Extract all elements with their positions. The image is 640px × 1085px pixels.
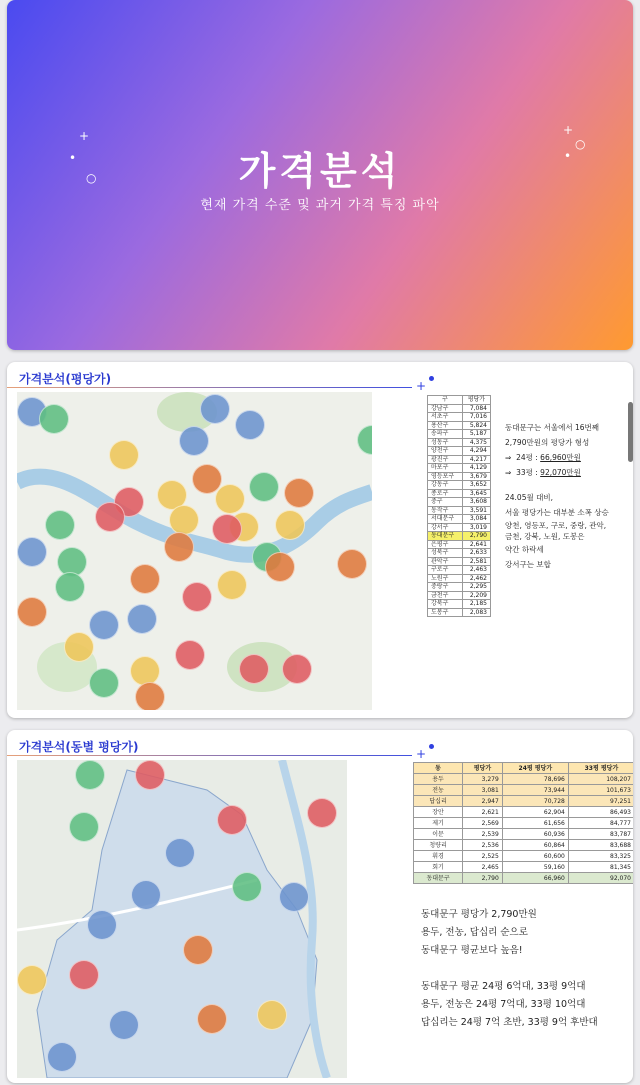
dong-value-cell: 2,536 <box>463 840 503 851</box>
table-row <box>428 583 491 592</box>
gu-price-cell: 5,187 <box>462 430 490 439</box>
section-divider <box>7 755 412 756</box>
dong-value-cell: 2,525 <box>463 851 503 862</box>
dong-value-cell: 62,904 <box>502 807 568 818</box>
gu-price-pin[interactable] <box>109 440 139 470</box>
gu-price-pin[interactable] <box>179 426 209 456</box>
gu-price-cell: 3,652 <box>462 481 490 490</box>
dong-value-cell: 78,696 <box>502 774 568 785</box>
table-row <box>428 489 491 498</box>
gu-price-pin[interactable] <box>169 505 199 535</box>
dong-value-cell: 83,787 <box>568 829 633 840</box>
gu-price-cell: 7,016 <box>462 413 490 422</box>
gu-price-pin[interactable] <box>265 552 295 582</box>
gu-name-cell: 노원구 <box>428 574 463 583</box>
dong-value-cell: 60,864 <box>502 840 568 851</box>
dong-value-cell: 3,081 <box>463 785 503 796</box>
gu-price-cell: 2,185 <box>462 600 490 609</box>
gu-name-cell: 서대문구 <box>428 515 463 524</box>
plus-decoration: + <box>79 129 90 143</box>
dong-value-cell: 66,960 <box>502 873 568 884</box>
table-row <box>414 873 634 884</box>
table-row <box>428 532 491 541</box>
gu-name-cell: 광진구 <box>428 455 463 464</box>
dong-price-table <box>413 762 633 884</box>
gu-name-cell: 마포구 <box>428 464 463 473</box>
gu-price-cell: 2,462 <box>462 574 490 583</box>
dong-value-cell: 60,600 <box>502 851 568 862</box>
gu-name-cell: 종로구 <box>428 489 463 498</box>
gu-price-pin[interactable] <box>55 572 85 602</box>
table-row <box>428 600 491 609</box>
dong-name-cell: 장안 <box>414 807 463 818</box>
note-line: 약간 하락세 <box>505 545 544 554</box>
dong-price-pin[interactable] <box>87 910 117 940</box>
gu-name-cell: 금천구 <box>428 591 463 600</box>
dong-price-pin[interactable] <box>279 882 309 912</box>
section-title: 가격분석(동별 평당가) <box>19 740 139 754</box>
dong-price-pin[interactable] <box>232 872 262 902</box>
gu-price-pin[interactable] <box>130 656 160 686</box>
district-boundary <box>17 760 347 1078</box>
plus-icon: + <box>416 379 427 393</box>
dong-value-cell: 2,790 <box>463 873 503 884</box>
table-row <box>414 840 634 851</box>
table-header: 동 <box>414 763 463 774</box>
note-line: 동대문구 평균보다 높음! <box>421 945 523 956</box>
page-subtitle: 현재 가격 수준 및 과거 가격 특징 파악 <box>200 198 440 213</box>
table-row <box>428 404 491 413</box>
gu-price-cell: 2,463 <box>462 566 490 575</box>
dong-price-pin[interactable] <box>69 960 99 990</box>
table-row <box>428 472 491 481</box>
note-line: 동대문구 평균 24평 6억대, 33평 9억대 <box>421 981 586 992</box>
dong-name-cell: 휘경 <box>414 851 463 862</box>
table-row <box>428 498 491 507</box>
dong-value-cell: 3,279 <box>463 774 503 785</box>
gu-price-cell: 3,608 <box>462 498 490 507</box>
gu-price-cell: 4,375 <box>462 438 490 447</box>
plus-icon: + <box>416 747 427 761</box>
table-header: 구 <box>428 396 463 405</box>
table-row <box>428 464 491 473</box>
gu-price-cell: 2,295 <box>462 583 490 592</box>
dong-price-pin[interactable] <box>257 1000 287 1030</box>
table-row <box>428 421 491 430</box>
page-title: 가격분석 <box>238 149 402 193</box>
dong-price-pin[interactable] <box>69 812 99 842</box>
dong-price-pin[interactable] <box>217 805 247 835</box>
gu-price-pin[interactable] <box>127 604 157 634</box>
gu-price-cell: 4,217 <box>462 455 490 464</box>
table-row <box>428 549 491 558</box>
dong-value-cell: 70,728 <box>502 796 568 807</box>
gu-price-pin[interactable] <box>182 582 212 612</box>
table-row <box>414 785 634 796</box>
dong-price-pin[interactable] <box>197 1004 227 1034</box>
table-header: 평당가 <box>463 763 503 774</box>
dongdaemun-map <box>17 760 347 1078</box>
table-row <box>414 774 634 785</box>
gu-name-cell: 도봉구 <box>428 608 463 617</box>
dong-value-cell: 2,465 <box>463 862 503 873</box>
table-row <box>428 413 491 422</box>
dong-price-pin[interactable] <box>183 935 213 965</box>
table-header: 33평 평당가 <box>568 763 633 774</box>
dong-price-pin[interactable] <box>307 798 337 828</box>
table-header: 평당가 <box>462 396 490 405</box>
gu-price-cell: 4,294 <box>462 447 490 456</box>
table-row <box>414 851 634 862</box>
table-row <box>428 455 491 464</box>
dong-value-cell: 60,936 <box>502 829 568 840</box>
plus-decoration: + <box>563 123 574 137</box>
gu-price-pin[interactable] <box>249 472 279 502</box>
gu-name-cell: 용산구 <box>428 421 463 430</box>
scrollbar[interactable] <box>628 402 633 462</box>
gu-price-pin[interactable] <box>164 532 194 562</box>
dong-name-cell: 청량리 <box>414 840 463 851</box>
dong-price-pin[interactable] <box>17 965 47 995</box>
note-line: 답십리는 24평 7억 초반, 33평 9억 후반대 <box>421 1017 598 1028</box>
dong-value-cell: 101,673 <box>568 785 633 796</box>
table-row <box>428 506 491 515</box>
gu-price-pin[interactable] <box>282 654 312 684</box>
table-row <box>428 481 491 490</box>
dong-price-slide <box>7 730 633 1083</box>
dot-icon <box>429 744 434 749</box>
table-row <box>428 608 491 617</box>
gu-price-cell: 3,019 <box>462 523 490 532</box>
dong-value-cell: 97,251 <box>568 796 633 807</box>
table-row <box>414 862 634 873</box>
dong-value-cell: 83,688 <box>568 840 633 851</box>
dong-price-pin[interactable] <box>135 760 165 790</box>
table-row <box>428 591 491 600</box>
table-row <box>414 807 634 818</box>
dong-name-cell: 동대문구 <box>414 873 463 884</box>
circle-decoration: ○ <box>86 171 97 185</box>
gu-price-pin[interactable] <box>45 510 75 540</box>
note-line: 용두, 전농, 답십리 순으로 <box>421 927 528 938</box>
seoul-map <box>17 392 372 710</box>
gu-price-cell: 2,581 <box>462 557 490 566</box>
gu-name-cell: 서초구 <box>428 413 463 422</box>
gu-price-cell: 4,129 <box>462 464 490 473</box>
gu-price-table <box>427 395 491 617</box>
dong-analysis-notes <box>421 906 598 1032</box>
table-row <box>414 796 634 807</box>
dong-value-cell: 2,569 <box>463 818 503 829</box>
gu-price-pin[interactable] <box>17 537 47 567</box>
note-line: 강서구는 보합 <box>505 560 551 569</box>
note-line: 동대문구 평당가 2,790만원 <box>421 909 537 920</box>
dong-value-cell: 2,539 <box>463 829 503 840</box>
gu-price-cell: 3,084 <box>462 515 490 524</box>
dong-value-cell: 83,325 <box>568 851 633 862</box>
gu-price-pin[interactable] <box>39 404 69 434</box>
note-line: ⇒ 24평 : 66,960만원 <box>505 453 581 462</box>
gu-price-pin[interactable] <box>235 410 265 440</box>
gu-price-cell: 3,645 <box>462 489 490 498</box>
gu-price-pin[interactable] <box>239 654 269 684</box>
dong-price-pin[interactable] <box>131 880 161 910</box>
gu-price-pin[interactable] <box>212 514 242 544</box>
note-line: 서울 평당가는 대부분 소폭 상승 <box>505 508 609 517</box>
note-line: ⇒ 33평 : 92,070만원 <box>505 468 581 477</box>
table-row <box>428 430 491 439</box>
gu-name-cell: 송파구 <box>428 430 463 439</box>
table-row <box>428 574 491 583</box>
analysis-notes <box>505 420 609 572</box>
gu-price-cell: 7,084 <box>462 404 490 413</box>
dong-value-cell: 84,777 <box>568 818 633 829</box>
dong-value-cell: 81,345 <box>568 862 633 873</box>
dong-value-cell: 2,621 <box>463 807 503 818</box>
dong-name-cell: 이문 <box>414 829 463 840</box>
gu-price-pin[interactable] <box>175 640 205 670</box>
gu-price-pin[interactable] <box>89 610 119 640</box>
gu-name-cell: 성동구 <box>428 438 463 447</box>
dot-icon <box>429 376 434 381</box>
gu-price-pin[interactable] <box>135 682 165 710</box>
dong-name-cell: 제기 <box>414 818 463 829</box>
gu-price-cell: 2,083 <box>462 608 490 617</box>
gu-price-cell: 3,591 <box>462 506 490 515</box>
gu-price-pin[interactable] <box>215 484 245 514</box>
table-row <box>428 523 491 532</box>
dong-price-pin[interactable] <box>109 1010 139 1040</box>
dong-value-cell: 86,493 <box>568 807 633 818</box>
gu-name-cell: 관악구 <box>428 557 463 566</box>
table-row <box>428 540 491 549</box>
table-header: 24평 평당가 <box>502 763 568 774</box>
table-row <box>428 447 491 456</box>
gu-name-cell: 강동구 <box>428 481 463 490</box>
gu-name-cell: 양천구 <box>428 447 463 456</box>
gu-name-cell: 강서구 <box>428 523 463 532</box>
note-line: 24.05월 대비, <box>505 493 553 502</box>
dong-price-pin[interactable] <box>47 1042 77 1072</box>
table-row <box>428 566 491 575</box>
price-per-pyeong-slide <box>7 362 633 718</box>
gu-name-cell: 은평구 <box>428 540 463 549</box>
gu-price-cell: 3,679 <box>462 472 490 481</box>
note-line: 2,790만원의 평당가 형성 <box>505 438 590 447</box>
gu-name-cell: 영등포구 <box>428 472 463 481</box>
gu-name-cell: 구로구 <box>428 566 463 575</box>
gu-name-cell: 강남구 <box>428 404 463 413</box>
dong-name-cell: 전농 <box>414 785 463 796</box>
gu-name-cell: 동작구 <box>428 506 463 515</box>
gu-price-pin[interactable] <box>200 394 230 424</box>
gu-name-cell: 동대문구 <box>428 532 463 541</box>
section-divider <box>7 387 412 388</box>
dong-name-cell: 회기 <box>414 862 463 873</box>
table-row <box>414 818 634 829</box>
gu-name-cell: 중랑구 <box>428 583 463 592</box>
dong-price-pin[interactable] <box>75 760 105 790</box>
section-title: 가격분석(평당가) <box>19 372 112 386</box>
gu-price-pin[interactable] <box>275 510 305 540</box>
gu-price-pin[interactable] <box>17 597 47 627</box>
note-line: 동대문구는 서울에서 16번째 <box>505 423 600 432</box>
gu-price-pin[interactable] <box>130 564 160 594</box>
dot-decoration: • <box>69 151 77 165</box>
title-slide <box>7 0 633 350</box>
circle-decoration: ○ <box>575 137 586 151</box>
gu-price-cell: 2,209 <box>462 591 490 600</box>
note-line: 양천, 영등포, 구로, 중랑, 관악, <box>505 521 607 530</box>
gu-price-cell: 2,633 <box>462 549 490 558</box>
gu-price-pin[interactable] <box>284 478 314 508</box>
dong-value-cell: 92,070 <box>568 873 633 884</box>
gu-price-cell: 5,824 <box>462 421 490 430</box>
gu-name-cell: 중구 <box>428 498 463 507</box>
gu-price-pin[interactable] <box>89 668 119 698</box>
gu-price-cell: 2,790 <box>462 532 490 541</box>
gu-name-cell: 성북구 <box>428 549 463 558</box>
table-row <box>428 438 491 447</box>
gu-name-cell: 강북구 <box>428 600 463 609</box>
table-row <box>414 829 634 840</box>
note-line: 용두, 전농은 24평 7억대, 33평 10억대 <box>421 999 586 1010</box>
dong-price-pin[interactable] <box>165 838 195 868</box>
dong-value-cell: 2,947 <box>463 796 503 807</box>
table-row <box>428 557 491 566</box>
dong-name-cell: 답십리 <box>414 796 463 807</box>
gu-price-pin[interactable] <box>64 632 94 662</box>
gu-price-pin[interactable] <box>95 502 125 532</box>
gu-price-pin[interactable] <box>337 549 367 579</box>
dong-value-cell: 59,160 <box>502 862 568 873</box>
dot-decoration: • <box>564 149 572 163</box>
dong-name-cell: 용두 <box>414 774 463 785</box>
dong-value-cell: 61,656 <box>502 818 568 829</box>
table-row <box>428 515 491 524</box>
note-line: 금천, 강북, 노원, 도봉은 <box>505 532 585 541</box>
dong-value-cell: 108,207 <box>568 774 633 785</box>
gu-price-cell: 2,641 <box>462 540 490 549</box>
note-line <box>421 960 598 978</box>
gu-price-pin[interactable] <box>217 570 247 600</box>
dong-value-cell: 73,944 <box>502 785 568 796</box>
